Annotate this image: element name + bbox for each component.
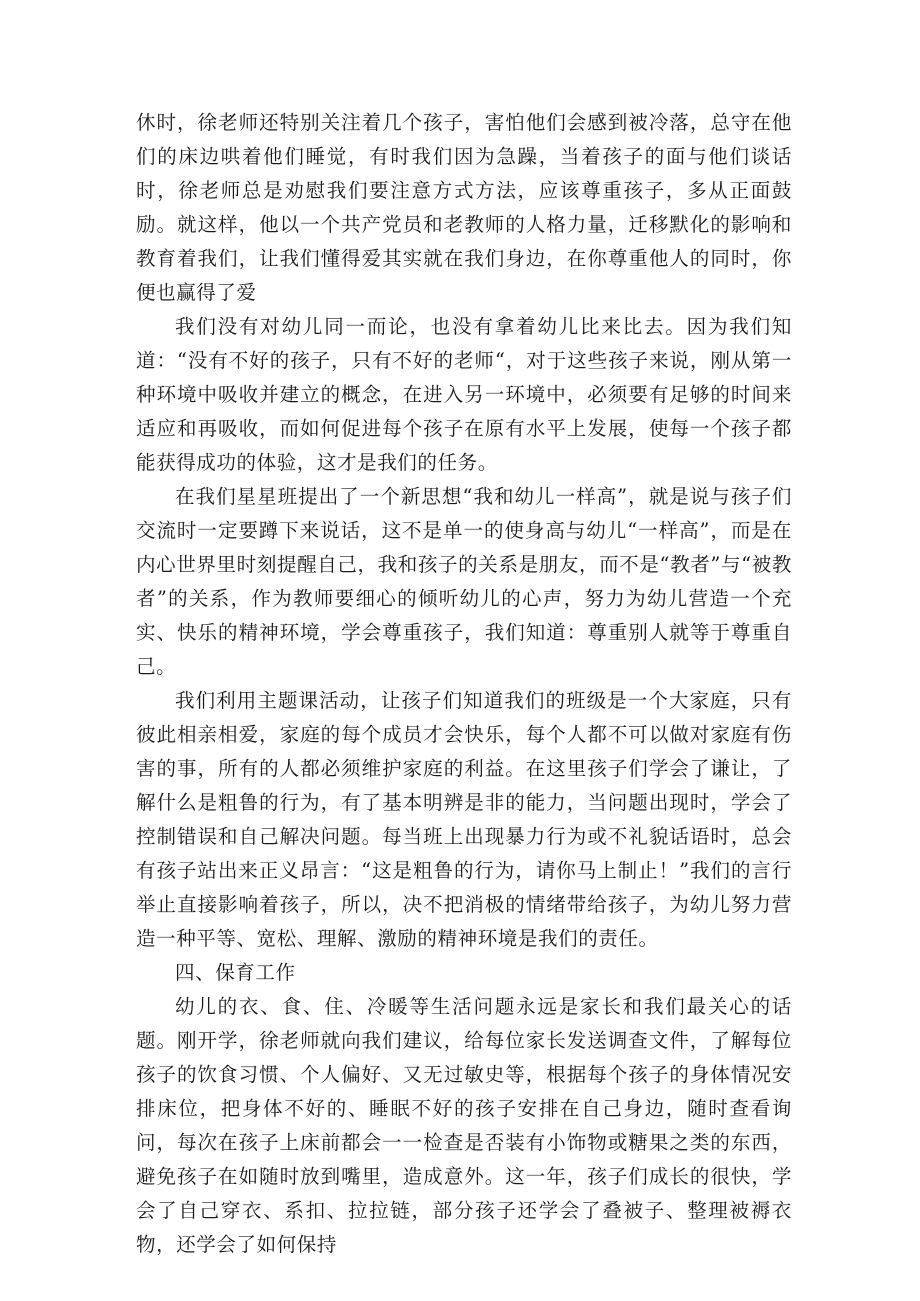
section-heading: 四、保育工作 <box>175 961 296 984</box>
paragraph-2: 我们没有对幼儿同一而论，也没有拿着幼儿比来比去。因为我们知道：“没有不好的孩子，只有不好的老师“，对于这些孩子来说，刚从第一种环境中吸收并建立的概念，在进入另一环境中，必须要有足够的时间来适应和再吸收，而如何促进每个孩子在原有水平上发展，使每一个孩子都能获得成功的体验，这才是我们的任务。 <box>136 315 792 474</box>
paragraph-4: 我们利用主题课活动，让孩子们知道我们的班级是一个大家庭，只有彼此相亲相爱，家庭的每个成员才会快乐，每个人都不可以做对家庭有伤害的事，所有的人都必须维护家庭的利益。在这里孩子们学会了谦让，了解什么是粗鲁的行为，有了基本明辨是非的能力，当问题出现时，学会了控制错误和自己解决问题。每当班上出现暴力行为或不礼貌话语时，总会有孩子站出来正义昂言：“这是粗鲁的行为，请你马上制止！”我们的言行举止直接影响着孩子，所以，决不把消极的情绪带给孩子，为幼儿努力营造一种平等、宽松、理解、激励的精神环境是我们的责任。 <box>136 689 792 950</box>
paragraph-5: 幼儿的衣、食、住、冷暖等生活问题永远是家长和我们最关心的话题。刚开学，徐老师就向我们建议，给每位家长发送调查文件，了解每位孩子的饮食习惯、个人偏好、又无过敏史等，根据每个孩子的身体情况安排床位，把身体不好的、睡眠不好的孩子安排在自己身边，随时查看询问，每次在孩子上床前都会一一检查是否装有小饰物或糖果之类的东西，避免孩子在如随时放到嘴里，造成意外。这一年，孩子们成长的很快，学会了自己穿衣、系扣、拉拉链，部分孩子还学会了叠被子、整理被褥衣物，还学会了如何保持 <box>136 995 792 1256</box>
document-page <box>136 106 792 1262</box>
paragraph-3: 在我们星星班提出了一个新思想“我和幼儿一样高”，就是说与孩子们交流时一定要蹲下来说话，这不是单一的使身高与幼儿“一样高”，而是在内心世界里时刻提醒自己，我和孩子的关系是朋友，而不是“教者”与“被教者”的关系，作为教师要细心的倾听幼儿的心声，努力为幼儿营造一个充实、快乐的精神环境，学会尊重孩子，我们知道：尊重别人就等于尊重自己。 <box>136 485 792 678</box>
paragraph-1: 休时，徐老师还特别关注着几个孩子，害怕他们会感到被冷落，总守在他们的床边哄着他们睡觉，有时我们因为急躁，当着孩子的面与他们谈话时，徐老师总是劝慰我们要注意方式方法，应该尊重孩子，多从正面鼓励。就这样，他以一个共产党员和老教师的人格力量，迁移默化的影响和教育着我们，让我们懂得爱其实就在我们身边，在你尊重他人的同时，你便也赢得了爱 <box>136 111 792 304</box>
